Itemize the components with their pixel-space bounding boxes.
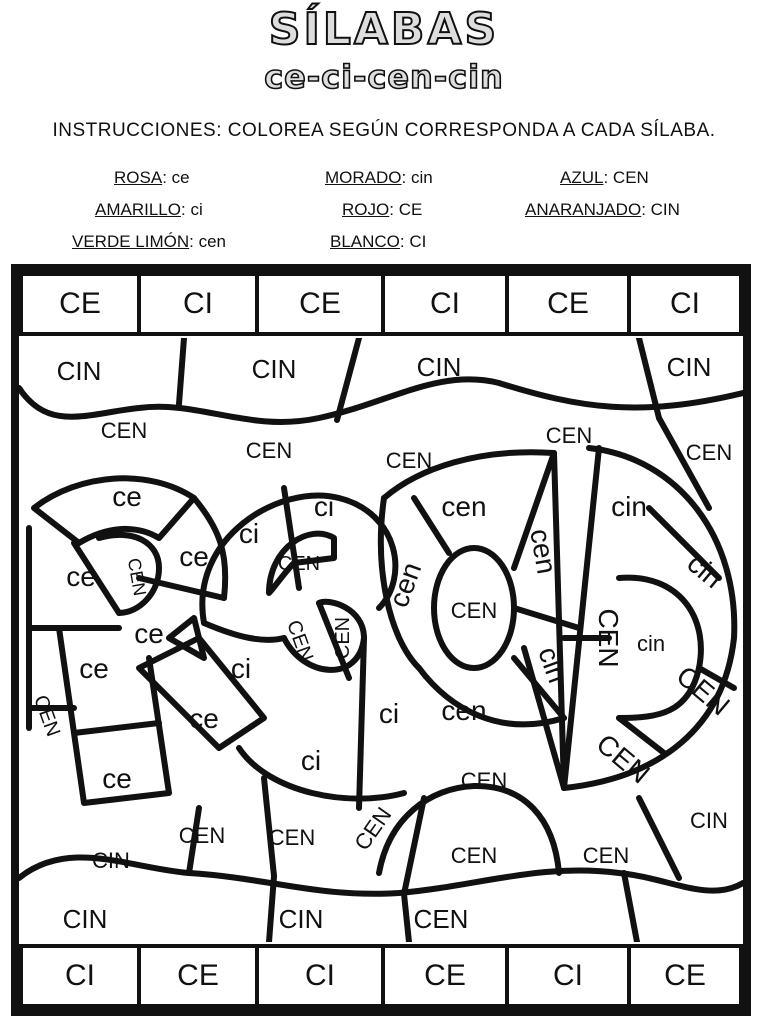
region-label[interactable]: CEN — [593, 608, 624, 668]
region-label[interactable]: cen — [441, 695, 487, 726]
top-cell[interactable]: CI — [137, 272, 259, 336]
key-entry: ROSA: ce — [114, 168, 190, 187]
region-label[interactable]: CEN — [277, 553, 321, 575]
region-label[interactable]: CEN — [590, 727, 656, 790]
top-cell[interactable]: CE — [19, 272, 141, 336]
region-label[interactable]: cen — [441, 491, 487, 522]
key-entry: AMARILLO: ci — [95, 200, 203, 219]
region-label[interactable]: CEN — [268, 825, 316, 850]
bottom-row — [19, 944, 743, 1008]
region-label[interactable]: cin — [611, 491, 647, 522]
region-label[interactable]: CEN — [178, 823, 226, 848]
region-label[interactable]: CEN — [282, 617, 318, 665]
coloring-regions — [19, 338, 743, 942]
region-label[interactable]: CIN — [416, 352, 462, 382]
bottom-cell[interactable]: CI — [505, 944, 631, 1008]
region-label[interactable]: CEN — [413, 904, 469, 934]
region-label[interactable]: ce — [79, 653, 109, 684]
top-cell[interactable]: CE — [255, 272, 385, 336]
region-label[interactable]: CEN — [582, 843, 630, 868]
region-label[interactable]: ci — [230, 653, 252, 684]
top-cell[interactable]: CI — [381, 272, 509, 336]
key-entry: VERDE LIMÓN: cen — [72, 232, 227, 251]
region-label[interactable]: CEN — [100, 418, 148, 443]
region-label[interactable]: ce — [189, 703, 219, 734]
region-label[interactable]: CEN — [545, 423, 593, 448]
region-label[interactable]: CEN — [450, 598, 498, 623]
region-label[interactable]: ce — [102, 763, 132, 794]
region-label[interactable]: CEN — [245, 438, 293, 463]
region-label[interactable]: CEN — [29, 692, 65, 740]
region-label[interactable]: cin — [681, 547, 729, 595]
page-title: SÍLABAS — [268, 4, 500, 55]
region-label[interactable]: CEN — [385, 448, 433, 473]
page-subtitle: ce-ci-cen-cin — [264, 58, 504, 96]
bottom-cell[interactable]: CI — [255, 944, 385, 1008]
region-label[interactable]: CIN — [690, 808, 728, 833]
region-label[interactable]: cen — [524, 526, 563, 577]
key-entry: AZUL: CEN — [560, 168, 649, 187]
region-label[interactable]: CEN — [123, 556, 151, 598]
region-label[interactable]: ce — [134, 618, 164, 649]
key-entry: ANARANJADO: CIN — [525, 200, 680, 219]
region-label[interactable]: ce — [66, 561, 96, 592]
region-label[interactable]: CEN — [670, 659, 736, 722]
region-label[interactable]: CIN — [251, 354, 297, 384]
key-entry: ROJO: CE — [342, 200, 423, 219]
region-label[interactable]: cen — [382, 558, 428, 612]
top-row — [19, 272, 743, 336]
region-label[interactable]: CEN — [685, 440, 733, 465]
region-label[interactable]: cin — [532, 642, 574, 687]
region-label[interactable]: CEN — [332, 616, 354, 660]
region-label[interactable]: ci — [238, 518, 260, 549]
region-label[interactable]: ci — [300, 745, 322, 776]
region-label[interactable]: CIN — [62, 904, 108, 934]
key-entry: MORADO: cin — [325, 168, 433, 187]
bottom-cell[interactable]: CE — [627, 944, 743, 1008]
top-cell[interactable]: CI — [627, 272, 743, 336]
region-label[interactable]: ci — [378, 698, 400, 729]
region-label[interactable]: ce — [112, 481, 142, 512]
top-cell[interactable]: CE — [505, 272, 631, 336]
coloring-sheet — [11, 264, 751, 1016]
region-label[interactable]: CIN — [666, 352, 712, 382]
bottom-cell[interactable]: CE — [381, 944, 509, 1008]
region-label[interactable]: ce — [179, 541, 209, 572]
bottom-cell[interactable]: CE — [137, 944, 259, 1008]
region-label[interactable]: CIN — [56, 356, 102, 386]
region-label[interactable]: cin — [636, 631, 666, 656]
region-label[interactable]: CEN — [450, 843, 498, 868]
region-label[interactable]: ci — [313, 491, 335, 522]
region-label[interactable]: CIN — [278, 904, 324, 934]
instructions: INSTRUCCIONES: COLOREA SEGÚN CORRESPONDA A CADA SÍLABA. — [52, 120, 716, 141]
region-label[interactable]: CEN — [349, 802, 397, 855]
region-label[interactable]: CEN — [460, 768, 508, 793]
key-entry: BLANCO: CI — [330, 232, 427, 251]
bottom-cell[interactable]: CI — [19, 944, 141, 1008]
region-label[interactable]: CIN — [92, 848, 130, 873]
